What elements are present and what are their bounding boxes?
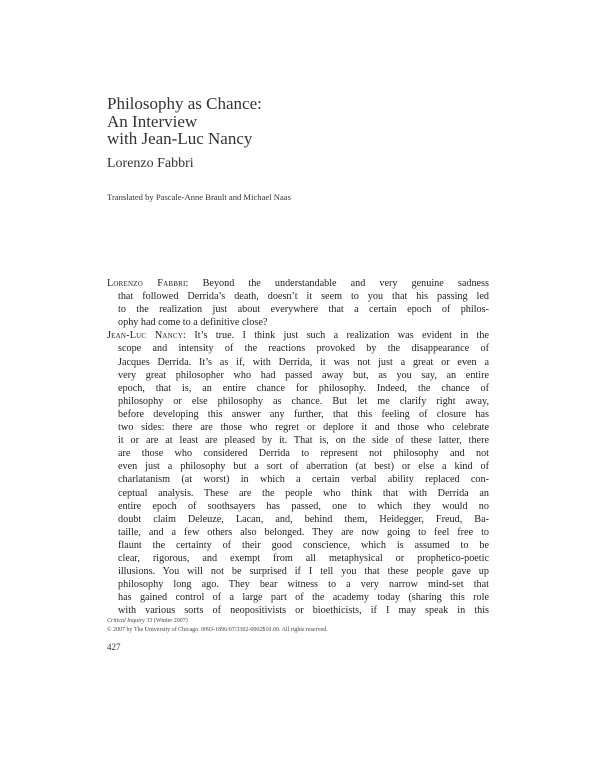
- text-line: scope and intensity of the reactions provoked by the disappearance of: [118, 343, 489, 355]
- text-line: very great philosopher who had passed away but, as you say, an entire: [118, 369, 489, 381]
- page-number: 427: [107, 642, 121, 652]
- paragraph-nancy: [107, 329, 489, 617]
- text-line: that followed Derrida’s death, doesn’t it seem to you that his passing led: [118, 291, 489, 303]
- title-line-1: Philosophy as Chance:: [107, 94, 262, 113]
- text-line: are those who considered Derrida to represent not philosophy and not: [118, 448, 489, 460]
- footer-citation: [107, 617, 328, 634]
- text-line: Lorenzo Fabbri: Beyond the understandable and very genuine sadness: [107, 278, 489, 289]
- text-line: philosophy or else philosophy as chance. But let me clarify right away,: [118, 395, 489, 407]
- translator-credit: Translated by Pascale-Anne Brault and Michael Naas: [107, 192, 291, 202]
- interview-body: [107, 277, 489, 617]
- text-line: two sides: there are those who regret or deplore it and those who celebrate: [118, 422, 489, 434]
- text-line: flaunt the certainty of their good conscience, which is assumed to be: [118, 539, 489, 551]
- text-line: Jean-Luc Nancy: It’s true. I think just such a realization was evident in the: [107, 330, 489, 342]
- text-line: with various sorts of neopositivists or bioethicists, if I may speak in this: [118, 605, 489, 617]
- text-line: doubt claim Deleuze, Lacan, and, behind them, Heidegger, Freud, Ba-: [118, 513, 489, 525]
- text-line: charlatanism (at worst) in which a certain verbal ability replaced con-: [118, 474, 489, 486]
- text-line: has gained control of a large part of the academy today (sharing this role: [118, 592, 489, 604]
- text-line: philosophy long ago. They bear witness to a very narrow mind-set that: [118, 579, 489, 591]
- text-line: even just a philosophy but a sort of aberration (at best) or else a kind of: [118, 461, 489, 473]
- speaker-label: Jean-Luc Nancy:: [107, 330, 187, 342]
- text-line: Jacques Derrida. It’s as if, with Derrida, it was not just a great or even a: [118, 356, 489, 368]
- title-line-2: An Interview: [107, 111, 198, 131]
- article-title: [107, 95, 407, 148]
- paragraph-fabbri: [107, 277, 489, 329]
- text-line: to the realization just about everywhere that a certain epoch of philos-: [118, 304, 489, 316]
- text-line: before developing this answer any further, that this feeling of closure has: [118, 408, 489, 420]
- speaker-label: Lorenzo Fabbri:: [107, 278, 189, 289]
- journal-name: Critical Inquiry: [107, 618, 145, 624]
- text-line: epoch, that is, an entire chance for philosophy. Indeed, the chance of: [118, 382, 489, 394]
- text-line: it or are at least are pleased by it. That is, on the side of these latter, there: [118, 435, 489, 447]
- text-line: ceptual analysis. These are the people who think that with Derrida an: [118, 487, 489, 499]
- journal-citation: [107, 617, 328, 626]
- text-line: illusions. You will not be surprised if I tell you that these people gave up: [118, 566, 489, 578]
- title-line-3: with Jean-Luc Nancy: [107, 129, 253, 148]
- text-line: taille, and a few others also belonged. They are now going to feel free to: [118, 526, 489, 538]
- journal-issue: 33 (Winter 2007): [144, 618, 188, 624]
- text-line: entire epoch of soothsayers has passed, one to which they would no: [118, 500, 489, 512]
- text-line: clear, rigorous, and exempt from all metaphysical or prophetico-poetic: [118, 552, 489, 564]
- copyright-notice: © 2007 by The University of Chicago. 0093-1896/07/3302-0002$10.00. All rights reserved.: [107, 626, 328, 633]
- text-line: ophy had come to a definitive close?: [118, 317, 268, 329]
- article-author: Lorenzo Fabbri: [107, 156, 194, 171]
